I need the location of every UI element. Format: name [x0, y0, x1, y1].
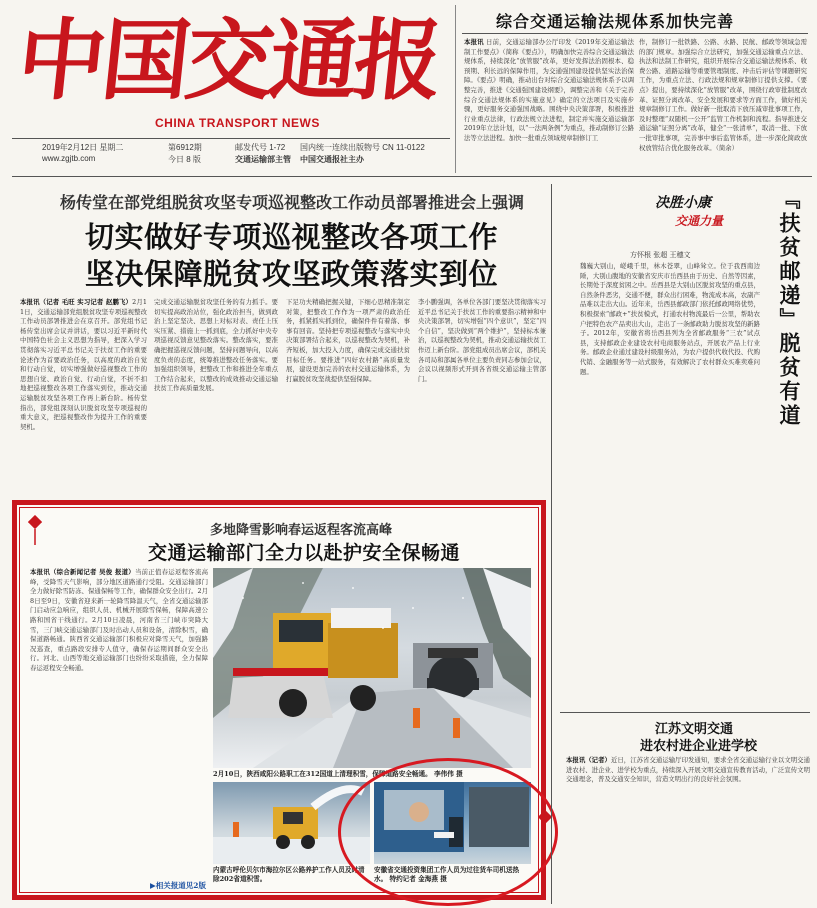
poverty-label-badge [655, 192, 747, 230]
issue-url: www.zgjtb.com [42, 154, 96, 163]
sponsor-publisher: 中国交通报社主办 [300, 155, 364, 164]
lead-col2: 完成交通运输脱贫攻坚任务的有力抓手。要切实提高政治站位，强化政治担当，做到政治上坚定坚决、思想上对标对表、责任上压实压紧、措施上一抓到底，全力抓好中央专项巡视反馈意见整改落实。整改落实，要准确把握巡视反馈问题，坚持问题导向，以高度负责的态度，统筹推进整改任务落实。要加强组织领导，把整改工作和推进全年重点工作结合起来，以整改的成效推动交通运输扶贫工作高质量发展。 [154, 298, 278, 393]
lead-col1 [20, 298, 147, 484]
right-column-byline: 方怀根 张超 王穗文 [630, 251, 691, 259]
small-photo2-caption: 安徽省交通投资集团工作人员为过往货车司机送热水。 特约记者 金海燕 摄 [374, 866, 520, 883]
chinese-knot-icon [28, 515, 42, 545]
top-right-divider [462, 33, 808, 34]
newspaper-logo: 中国交通报 [12, 8, 444, 112]
lead-subtitle: 杨传堂在部党组脱贫攻坚专项巡视整改工作动员部署推进会上强调 [60, 193, 525, 212]
jiangsu-headline-line2: 进农村进企业进学校 [640, 739, 758, 754]
issue-date: 2019年2月12日 星期二 [42, 143, 124, 152]
top-right-byline: 本报讯 [464, 38, 484, 46]
serial-number: 国内统一连续出版物号 CN 11-0122 [300, 143, 425, 152]
related-report-link[interactable]: ▶相关报道见2版 [150, 881, 206, 890]
lead-col3: 下足功夫精确把握关键，下细心思精准制定对策，把整改工作作为一项严肃的政治任务，抓紧抓实抓到位，确保件件有着落、事事有回音。坚持把专项巡视整改与落实中央决策部署结合起来，以巡视整改为契机，补齐短板，加大投入力度，确保完成交通扶贫目标任务。要推进“四好农村路”高质量发展，建设更加完善的农村交通运输体系，为打赢脱贫攻坚战提供坚强保障。 [286, 298, 410, 383]
feature-kicker: 多地降雪影响春运返程客流高峰 [210, 523, 393, 538]
sponsor-ministry: 交通运输部主管 [235, 155, 291, 164]
lead-col1-text: 2月11日，交通运输部党组脱贫攻坚专项巡视整改工作动员部署推进会在京召开。部党组书记杨传堂出席会议并讲话，要以习近平新时代中国特色社会主义思想为指导，把深入学习贯彻落实习近平总书记关于扶贫工作的重要论述作为首要政治任务，以高度的政治自觉和行动自觉，切实增强做好巡视整改工作的思想自觉、政治自觉、行动自觉，不折不扣地把巡视整改各项工作落实到位，推动交通运输脱贫攻坚各项工作再上新台阶。杨传堂指出，部党组深刻认识脱贫攻坚专项巡视的重大意义，把巡视整改作为提升工作的重要契机。 [20, 298, 147, 431]
poverty-label-main: 决胜小康 [655, 195, 711, 211]
lead-title-line1: 切实做好专项巡视整改各项工作 [85, 220, 499, 254]
jiangsu-byline: 本报讯（记者） [566, 756, 611, 764]
poverty-label-sub: 交通力量 [675, 214, 724, 228]
masthead-bottom-rule [12, 176, 812, 177]
snow-plow-photo [213, 568, 531, 768]
top-right-headline: 综合交通运输法规体系加快完善 [496, 12, 735, 31]
jiangsu-text [566, 756, 810, 904]
newspaper-english-name: CHINA TRANSPORT NEWS [155, 116, 320, 130]
highlight-circle [338, 758, 558, 906]
lead-col4: 李小鹏强调，各单位各部门要坚决贯彻落实习近平总书记关于扶贫工作的重要指示精神和中央决策部署，切实增强“四个意识”，坚定“四个自信”，坚决做到“两个维护”，坚持标本兼治，以巡视整改为契机，推动交通运输扶贫工作迈上新台阶。部党组成员出席会议，部机关各司局和部属各单位主要负责同志参加会议，会议以视频形式开到各省级交通运输主管部门。 [418, 298, 546, 383]
feature-text [30, 568, 208, 876]
small-photo1-caption: 内蒙古呼伦贝尔市海拉尔区公路养护工作人员及时清除202省道积雪。 [213, 866, 365, 883]
top-right-col1-text: 日前，交通运输部办公厅印发《2019年交通运输法制工作要点》（简称《要点》），明确加快完善综合交通运输法规体系，持续深化“放管服”改革，更好发挥法治固根本、稳预期、利长远的保障作用，为交通强国建设提供坚实法治保障。《要点》明确，推动出台对综合交通运输法规体系予以调整完善，推进《交通强国建设纲要》，调整完善和《关于完善综合交通法规体系的实施意见》确定的立法项目及实施步骤，更好服务交通强国战略。围绕中央决策部署，积极推进行业重点法律，行政法规立法进程，制定并实施交通运输部2019年立法计划，以“一法两条例”为重点，推动制修订公路法等立法进程。加快一批重点领域规章制修订工 [464, 38, 634, 142]
feature-byline: 本报讯（综合新闻记者 吴俊 报道） [30, 568, 135, 576]
top-right-col2 [639, 38, 807, 168]
postal-code: 邮发代号 1-72 [235, 143, 286, 152]
jiangsu-headline-line1: 江苏文明交通 [655, 722, 734, 737]
right-sub-divider [560, 712, 810, 713]
right-column-vertical-title: 『扶贫邮递』脱贫有道 [777, 188, 802, 428]
feature-body: 当前正值春运返程客流高峰，受降雪天气影响，部分地区道路通行受阻。交通运输部门全力做好除雪防冻、保通保畅等工作，确保群众安全出行。2月8日至9日，安徽省迎来新一轮降雪降温天气，全省交通运输部门启动应急响应，组织人员、机械开展除雪保畅，保障高速公路和国省干线通行。2月10日凌晨，河南省三门峡市突降大雪，三门峡交通运输部门及时出动人员和设备，清除积雪，确保道路畅通。陕西省交通运输部门积极应对降雪天气，加强路况巡查，重点路段安排专人值守，确保春运期间群众安全出行。河北、山西等地交通运输部门也纷纷采取措施，全力保障春运返程安全畅通。 [30, 568, 208, 672]
page-count: 今日 8 版 [168, 155, 201, 164]
jiangsu-body: 近日，江苏省交通运输厅印发通知，要求全省交通运输行业以文明交通进农村、进企业、进学校为重点，持续深入开展文明交通宣传教育活动，广泛宣传文明交通理念，普及交通安全知识，营造文明出行的良好社会氛围。 [566, 756, 810, 784]
top-right-col2-text: 作，制修订一批铁路、公路、水路、民航、邮政等领域急需的部门规章。加强综合立法研究，加强交通运输重点立法、执法和法制工作研究，组织开展综合交通运输法规体系、收费公路、道路运输等重要管理制度、冲击后评估等课题研究工作，为重点立法、行政法规和规章制修订提供支撑。《要点》提出，要持续深化“放管服”改革，围绕行政审批制度改革、证照分离改革、安全发展和要求等方面工作，做好相关规章制修订工作。做好新一批取消下放压减审批事项工作，及时整理“双随机一公开”监管工作机制和流程。指导推进交通运输“证照分离”改革，健全“一张清单”，取消一批、下放一批审批事项，完善事中事后监管体系，进一步深化简政放权放管结合优化服务改革。 [639, 38, 807, 152]
right-column-divider [551, 184, 552, 904]
masthead-divider [12, 138, 450, 139]
feature-title: 交通运输部门全力以赴护安全保畅通 [148, 542, 461, 564]
lead-byline: 本报讯（记者 毛旺 实习记者 赵鹏飞） [20, 298, 133, 306]
main-photo-caption: 2月10日，陕西咸阳公路职工在312国道上清理积雪，保障道路安全畅通。 李伟伟 摄 [213, 770, 463, 778]
top-right-note: （简余） [715, 143, 739, 152]
top-right-article-box [455, 5, 812, 173]
lead-title-line2: 坚决保障脱贫攻坚政策落实到位 [85, 257, 499, 291]
right-column-text: 魏巍大别山，嵯峨千里，林木苍翠，山峰耸立。位于我西南边陲，大别山腹地的安徽省安庆市岳西县由于历史、自然等因素，长期处于深度贫困之中。岳西县是大别山区脱贫攻坚的重点县，自然条件恶劣，交通不便，群众出行困难，物流成本高，农副产品难以走出大山。近年来，岳西县邮政部门依托邮政网络优势，积极探索“邮政+”扶贫模式，打通农村物流最后一公里，帮助农户把特色农产品卖出大山，走出了一条邮政助力脱贫攻坚的新路子。2012年，安徽省将岳西县列为全省邮政服务“三农”试点县，支持邮政企业建设农村电商服务站点，开展农产品上行业务。邮政企业通过建设村级服务站，为农户提供代收代投、代购代销、金融服务等一站式服务，有效解决了农村群众买难卖难问题。 [580, 262, 760, 376]
snow-plow-illustration [213, 568, 531, 768]
top-right-col1 [464, 38, 634, 168]
issue-number: 第6912期 [168, 143, 202, 152]
